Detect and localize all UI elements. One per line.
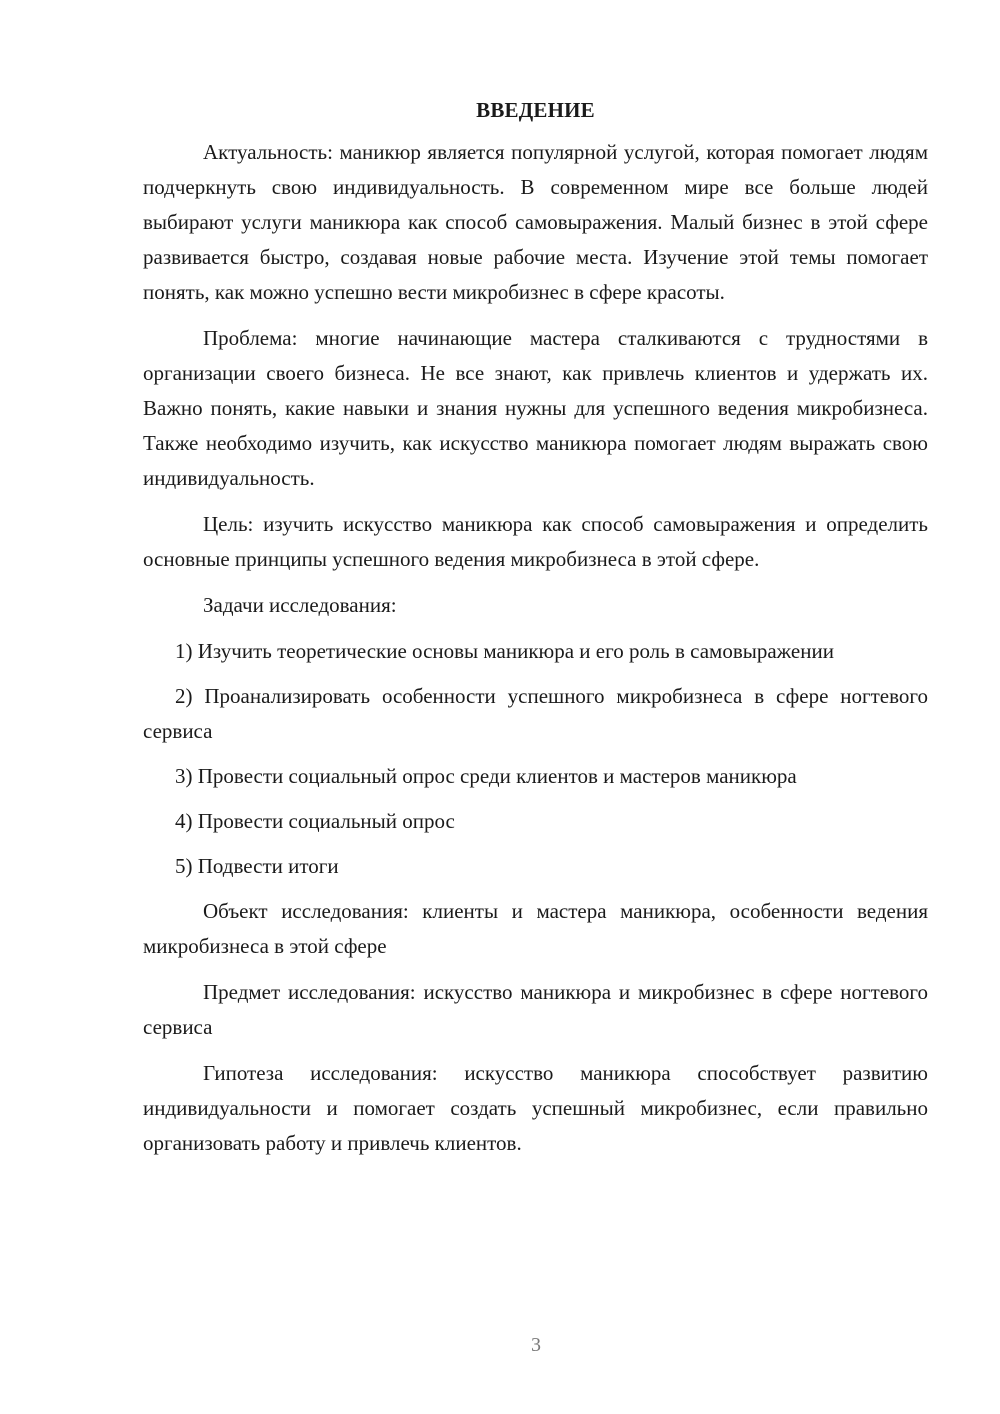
section-title: ВВЕДЕНИЕ [476,98,595,122]
problem-paragraph: Проблема: многие начинающие мастера сталкиваются с трудностями в организации своего бизнеса. Не все знают, как привлечь клиентов и удержать их. Важно понять, какие навыки и знания нужны для успешного ведения микробизнеса. Также необходимо изучить, как искусство маникюра помогает людям выражать свою индивидуальность. [143,326,928,490]
task-item: 1) Изучить теоретические основы маникюра и его роль в самовыражении [175,639,834,663]
tasks-heading: Задачи исследования: [203,593,397,617]
task-item: 2) Проанализировать особенности успешного микробизнеса в сфере ногтевого сервиса [143,684,928,743]
goal-paragraph: Цель: изучить искусство маникюра как способ самовыражения и определить основные принципы успешного ведения микробизнеса в этой сфере. [143,512,928,571]
object-paragraph: Объект исследования: клиенты и мастера маникюра, особенности ведения микробизнеса в этой сфере [143,899,928,958]
page-number: 3 [531,1334,541,1356]
task-item: 3) Провести социальный опрос среди клиентов и мастеров маникюра [175,764,797,788]
task-item: 4) Провести социальный опрос [175,809,455,833]
hypothesis-paragraph: Гипотеза исследования: искусство маникюра способствует развитию индивидуальности и помогает создать успешный микробизнес, если правильно организовать работу и привлечь клиентов. [143,1061,928,1155]
subject-paragraph: Предмет исследования: искусство маникюра и микробизнес в сфере ногтевого сервиса [143,980,928,1039]
relevance-paragraph: Актуальность: маникюр является популярной услугой, которая помогает людям подчеркнуть свою индивидуальность. В современном мире все больше людей выбирают услуги маникюра как способ самовыражения. Малый бизнес в этой сфере развивается быстро, создавая новые рабочие места. Изучение этой темы помогает понять, как можно успешно вести микробизнес в сфере красоты. [143,140,928,304]
task-item: 5) Подвести итоги [175,854,339,878]
page-content [143,93,928,1172]
